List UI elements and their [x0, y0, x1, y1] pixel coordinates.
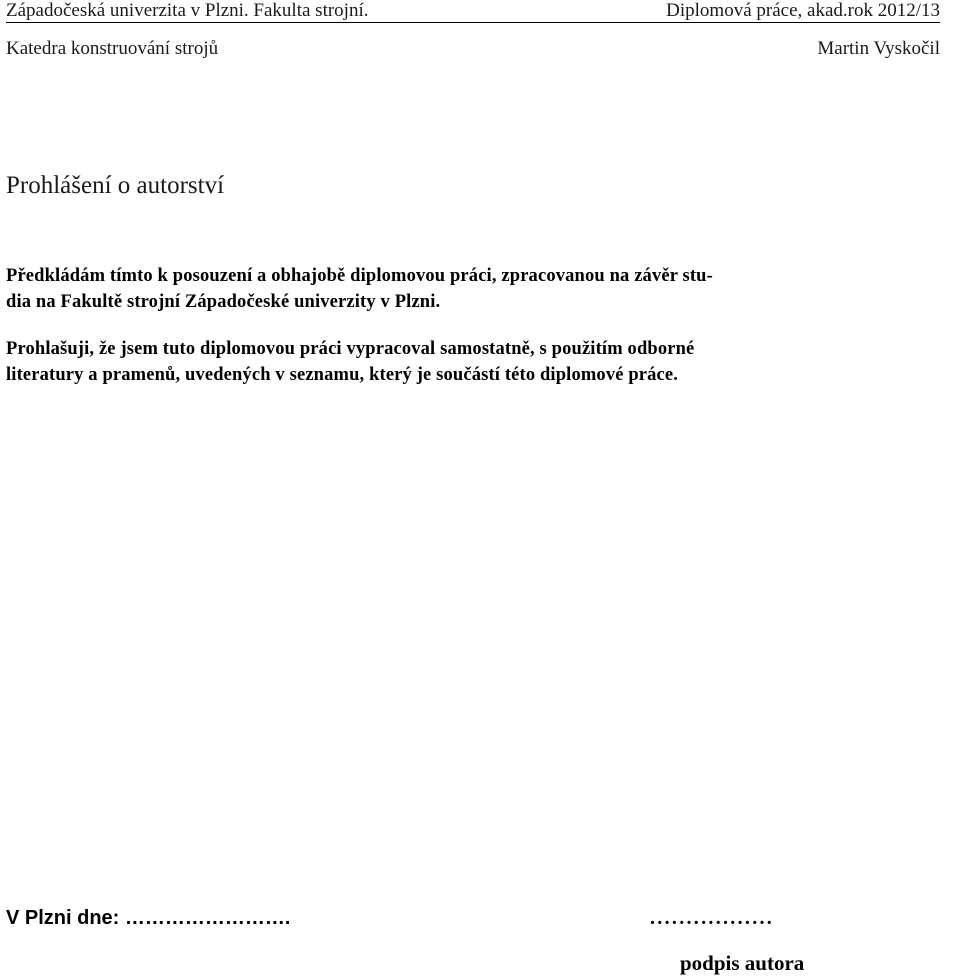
header-divider	[6, 22, 940, 23]
paragraph-line: literatury a pramenů, uvedených v seznamu, který je součástí této diplomové práce.	[6, 365, 679, 385]
paragraph-line: Předkládám tímto k posouzení a obhajobě diplomovou práci, zpracovanou na závěr stu-	[6, 266, 713, 286]
declaration-paragraph-2	[6, 336, 950, 388]
place-and-date: V Plzni dne: …………………….	[6, 907, 291, 929]
header-university-faculty: Západočeská univerzita v Plzni. Fakulta strojní.	[6, 0, 369, 21]
signature-line: .................	[650, 907, 775, 929]
signature-label: podpis autora	[680, 951, 805, 975]
header-thesis-year: Diplomová práce, akad.rok 2012/13	[666, 0, 940, 21]
declaration-paragraph-1	[6, 263, 950, 315]
header-department: Katedra konstruování strojů	[6, 38, 219, 59]
section-title: Prohlášení o autorství	[6, 172, 225, 199]
paragraph-line: dia na Fakultě strojní Západočeské univerzity v Plzni.	[6, 292, 441, 312]
paragraph-line: Prohlašuji, že jsem tuto diplomovou práci vypracoval samostatně, s použitím odborné	[6, 339, 695, 359]
header-author: Martin Vyskočil	[817, 38, 940, 59]
